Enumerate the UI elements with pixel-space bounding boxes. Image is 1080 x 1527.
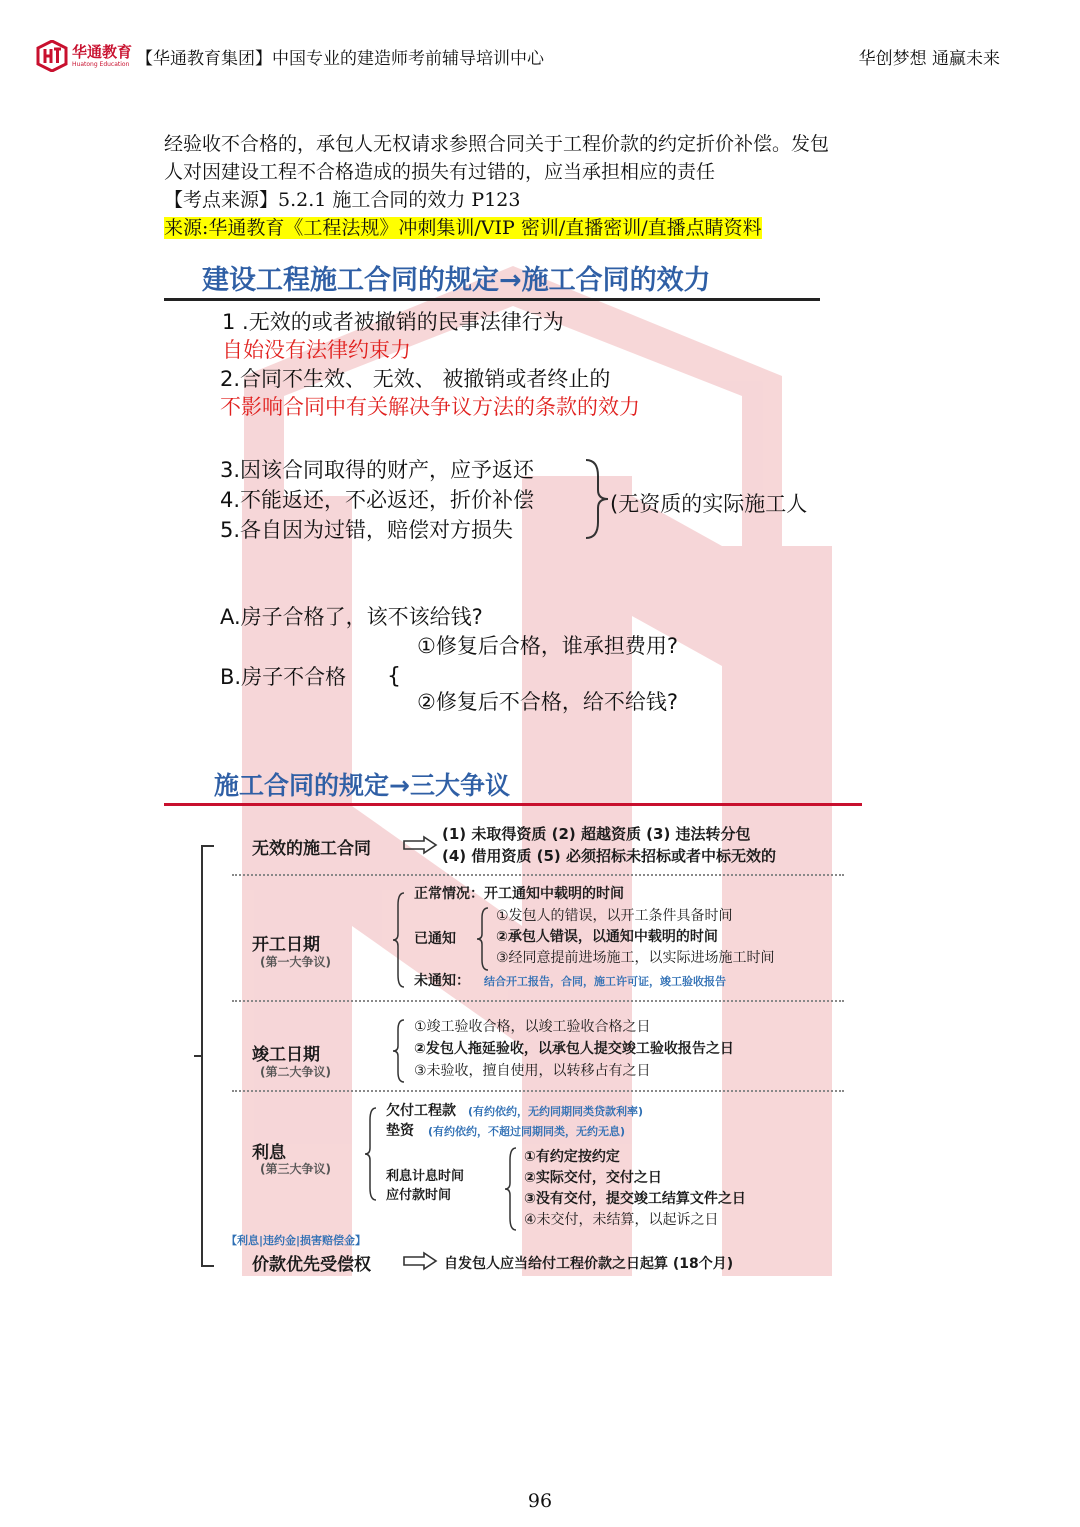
body-line-1: 经验收不合格的，承包人无权请求参照合同关于工程价款的约定折价补偿。发包 [164, 133, 830, 155]
interest-t3: ③没有交付，提交竣工结算文件之日 [524, 1191, 746, 1207]
start-unnotified: 未通知： [414, 973, 470, 989]
logo-en: Huatong Education [72, 60, 130, 68]
slide1-title: 建设工程施工合同的规定→施工合同的效力 [202, 265, 711, 296]
page-number: 96 [527, 1490, 553, 1512]
logo [36, 40, 132, 72]
finish-brace-icon [390, 1018, 410, 1084]
interest-a: 欠付工程款 [386, 1103, 456, 1119]
item-3: 3.因该合同取得的财产，应予返还 [220, 458, 535, 482]
source-note: 来源:华通教育《工程法规》冲刺集训/VIP 密训/直播密训/直播点睛资料 [164, 217, 762, 239]
start-n1: ①发包人的错误，以开工条件具备时间 [496, 908, 733, 924]
question-b: B.房子不合格 [220, 665, 347, 689]
start-date-label: 开工日期 [252, 935, 320, 955]
divider-2 [232, 1000, 844, 1002]
item-4: 4.不能返还，不必返还，折价补偿 [220, 488, 535, 512]
start-notified: 已通知 [414, 931, 456, 947]
priority-note: 【利息|违约金|损害赔偿金】 [226, 1234, 367, 1247]
interest-time-2: 应付款时间 [386, 1188, 452, 1203]
question-a: A.房子合格了，该不该给钱? [220, 605, 483, 629]
arrow-icon [402, 835, 438, 855]
huatong-logo-icon [36, 40, 68, 72]
interest-b: 垫资 [386, 1123, 414, 1139]
header-slogan: 华创梦想 通赢未来 [858, 48, 1000, 69]
slide2-title: 施工合同的规定→三大争议 [214, 771, 510, 800]
interest-b-note: (有约依约，不超过同期同类，无约无息) [428, 1125, 626, 1138]
header-title: 【华通教育集团】中国专业的建造师考前辅导培训中心 [136, 48, 545, 69]
lecture-slide-image [162, 246, 864, 1286]
finish-1: ①竣工验收合格，以竣工验收合格之日 [414, 1019, 651, 1035]
body-line-2: 人对因建设工程不合格造成的损失有过错的，应当承担相应的责任 [164, 161, 716, 183]
interest-label: 利息 [252, 1143, 286, 1163]
left-brace-icon: { [387, 664, 401, 689]
question-b-1: ①修复后合格，谁承担费用? [417, 634, 678, 658]
priority-detail: 自发包人应当给付工程价款之日起算 (18个月) [444, 1256, 734, 1272]
divider-3 [232, 1090, 844, 1092]
item-2: 2.合同不生效、 无效、 被撤销或者终止的 [220, 367, 611, 391]
divider-1 [232, 874, 844, 876]
start-n2: ②承包人错误，以通知中载明的时间 [496, 929, 718, 945]
outer-bracket-icon [192, 844, 222, 1274]
start-date-sub: (第一大争议) [260, 955, 331, 969]
finish-3: ③未验收，擅自使用，以转移占有之日 [414, 1063, 651, 1079]
start-normal: 正常情况：开工通知中载明的时间 [414, 886, 624, 902]
finish-date-sub: (第二大争议) [260, 1065, 331, 1079]
interest-brace-icon [362, 1106, 382, 1202]
item-1-red: 自始没有法律约束力 [222, 338, 411, 362]
item-5: 5.各自因为过错，赔偿对方损失 [220, 518, 514, 542]
finish-2: ②发包人拖延验收，以承包人提交竣工验收报告之日 [414, 1041, 734, 1057]
logo-cn: 华通教育 [72, 42, 133, 61]
slide2-rule [164, 803, 862, 806]
source-ref: 【考点来源】5.2.1 施工合同的效力 P123 [164, 189, 521, 211]
invalid-line-1: (1) 未取得资质 (2) 超越资质 (3) 违法转分包 [442, 825, 751, 843]
item-1: 1 .无效的或者被撤销的民事法律行为 [222, 310, 564, 334]
interest-t4: ④未交付，未结算，以起诉之日 [524, 1212, 719, 1228]
interest-t1: ①有约定按约定 [524, 1149, 620, 1165]
brace-note: (无资质的实际施工人 [610, 492, 808, 516]
interest-a-note: (有约依约，无约同期同类贷款利率) [468, 1105, 644, 1118]
start-unnotified-detail: 结合开工报告，合同，施工许可证，竣工验收报告 [484, 975, 726, 988]
start-n3: ③经同意提前进场施工，以实际进场施工时间 [496, 950, 775, 966]
item-2-red: 不影响合同中有关解决争议方法的条款的效力 [220, 395, 640, 419]
page-header [36, 36, 1000, 76]
interest-t2: ②实际交付，交付之日 [524, 1170, 662, 1186]
interest-time-brace-icon [502, 1146, 522, 1232]
interest-sub: (第三大争议) [260, 1162, 331, 1176]
invalid-contract-label: 无效的施工合同 [252, 839, 371, 859]
priority-label: 价款优先受偿权 [252, 1255, 371, 1275]
start-brace-icon [390, 891, 410, 989]
title-rule [164, 298, 820, 301]
interest-time-1: 利息计息时间 [386, 1169, 465, 1184]
question-b-2: ②修复后不合格，给不给钱? [417, 690, 678, 714]
finish-date-label: 竣工日期 [252, 1045, 320, 1065]
priority-arrow-icon [402, 1251, 438, 1271]
right-brace-icon [582, 456, 612, 542]
source-note-line [164, 214, 954, 242]
invalid-line-2: (4) 借用资质 (5) 必须招标未招标或者中标无效的 [442, 847, 776, 865]
notified-brace-icon [474, 906, 494, 972]
